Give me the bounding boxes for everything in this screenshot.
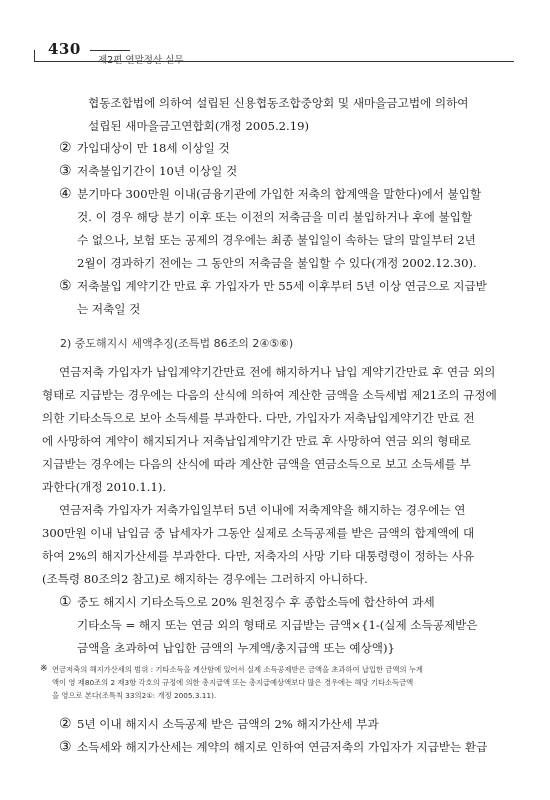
text-line: 2월이 경과하기 전에는 그 동안의 저축금을 불입할 수 있다(개정 2002.12.30). (77, 256, 477, 270)
list-marker: ④ (59, 186, 72, 202)
text-line: 하여 2%의 해지가산세를 부과한다. 다만, 저축자의 사망 기타 대통령령이 정하는 사유 (42, 549, 475, 563)
formula-line: 금액을 초과하여 납입한 금액의 누계액/총지급액 또는 예상액)} (77, 641, 395, 655)
text-line: 것. 이 경우 해당 분기 이후 또는 이전의 저축금을 미리 불입하거나 후에 불입할 (77, 210, 473, 224)
text-line: 형태로 지급받는 경우에는 다음의 산식에 의하여 계산한 금액을 소득세법 제21조의 규정에 (42, 388, 497, 402)
text-line: 설립된 새마을금고연합회(개정 2005.2.19) (88, 119, 310, 133)
chapter-title: 제2편 연말정산 실무 (98, 55, 184, 66)
text-line: 에 사망하여 계약이 해지되거나 저축납입계약기간 만료 후 사망하여 연금 외의 형태로 (42, 434, 471, 448)
text-line: 과한다(개정 2010.1.1). (42, 480, 167, 494)
text-line: 수 없으나, 보험 또는 공제의 경우에는 최종 불입일이 속하는 달의 말일부터 2년 (77, 233, 476, 247)
list-item: 5년 이내 해지시 소득공제 받은 금액의 2% 해지가산세 부과 (77, 717, 379, 731)
list-item: 중도 해지시 기타소득으로 20% 원천징수 후 종합소득에 합산하여 과세 (77, 595, 435, 609)
list-marker: ② (59, 716, 72, 732)
text-line: 연금저축 가입자가 납입계약기간만료 전에 해지하거나 납입 계약기간만료 후 연금 외의 (59, 365, 496, 379)
text-line: 300만원 이내 납입금 중 납세자가 그동안 실제로 소득공제를 받은 금액의 합계액에 대 (42, 526, 475, 540)
formula-line: 기타소득 = 해지 또는 연금 외의 형태로 지급받는 금액×{1-(실제 소득공제받은 (77, 618, 478, 632)
list-marker: ③ (59, 163, 72, 179)
list-marker: ③ (59, 739, 72, 755)
text-line: 는 저축일 것 (77, 302, 141, 316)
text-line: 협동조합법에 의하여 설립된 신용협동조합중앙회 및 새마을금고법에 의하여 (88, 96, 469, 110)
list-item: 가입대상이 만 18세 이상일 것 (77, 141, 230, 155)
list-marker: ② (59, 140, 72, 156)
header-rule-short (90, 50, 130, 51)
text-line: 의한 기타소득으로 보아 소득세를 부과한다. 다만, 가입자가 저축납입계약기간 만료 전 (42, 411, 475, 425)
list-marker: ⑤ (59, 278, 72, 294)
section-subheading: 2) 중도해지시 세액추징(조특법 86조의 2④⑤⑥) (60, 337, 294, 350)
page-header (34, 40, 514, 68)
list-item: 소득세와 해지가산세는 계약의 해지로 인하여 연금저축의 가입자가 지급받는 환급 (77, 740, 488, 754)
note-line: 을 영으로 본다(조특칙 33의2①: 개정 2005.3.11). (52, 691, 217, 700)
page-number: 430 (48, 40, 81, 58)
note-line: 연금저축의 해지가산세의 범위 : 기타소득을 계산함에 있어서 실제 소득공제받은 금액을 초과하여 납입한 금액의 누계 (52, 665, 423, 674)
text-line: 연금저축 가입자가 저축가입일부터 5년 이내에 저축계약을 해지하는 경우에는 연 (59, 503, 466, 517)
note-marker: ※ (40, 664, 48, 674)
list-marker: ① (59, 594, 72, 610)
text-line: (조특령 80조의2 참고)로 해지하는 경우에는 그러하지 아니하다. (42, 572, 368, 586)
list-item: 저축불입 계약기간 만료 후 가입자가 만 55세 이후부터 5년 이상 연금으로 지급받 (77, 279, 487, 293)
note-line: 액이 영 제80조의 2 제3항 각호의 규정에 의한 총지급액 또는 총지급예상액보다 많은 경우에는 해당 기타소득금액 (52, 678, 414, 687)
list-item: 저축불입기간이 10년 이상일 것 (77, 164, 238, 178)
list-item: 분기마다 300만원 이내(금융기관에 가입한 저축의 합계액을 말한다)에서 불입할 (77, 187, 482, 201)
text-line: 지급받는 경우에는 다음의 산식에 따라 계산한 금액을 연금소득으로 보고 소득세를 부 (42, 457, 471, 471)
